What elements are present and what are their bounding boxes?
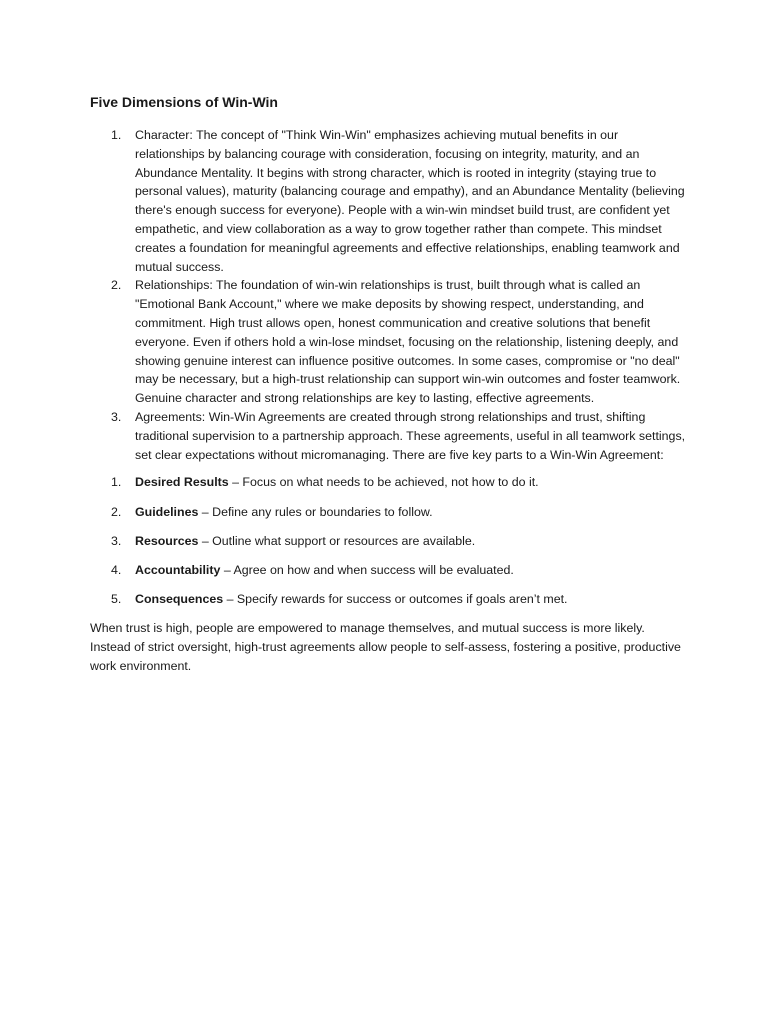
list-number: 4.	[111, 562, 122, 577]
part-description: – Specify rewards for success or outcomes if goals aren’t met.	[223, 592, 568, 607]
part-term: Desired Results	[135, 475, 229, 490]
document-page	[90, 92, 686, 676]
part-term: Resources	[135, 533, 199, 548]
list-item	[90, 276, 686, 408]
list-item	[90, 126, 686, 276]
list-number: 1.	[111, 128, 122, 142]
list-number: 5.	[111, 592, 122, 607]
list-text: Relationships: The foundation of win-win relationships is trust, built through what is called an "Emotional Bank Account," where we make deposits by showing respect, understanding, and commitment. High trust allows open, honest communication and creative solutions that benefit everyone. Even if others hold a win-lose mindset, focusing on the relationship, listening deeply, and showing genuine interest can influence positive outcomes. In some cases, compromise or "no deal" may be necessary, but a high-trust relationship can support win-win outcomes and foster teamwork. Genuine character and strong relationships are key to lasting, effective agreements.	[135, 278, 681, 406]
part-description: – Focus on what needs to be achieved, not how to do it.	[228, 475, 539, 490]
list-number: 3.	[111, 409, 122, 424]
list-item	[90, 408, 686, 464]
part-term: Guidelines	[135, 504, 199, 519]
part-description: – Define any rules or boundaries to follow.	[198, 504, 433, 519]
part-description: – Agree on how and when success will be evaluated.	[220, 562, 514, 577]
part-term: Consequences	[135, 592, 224, 607]
closing-paragraph: When trust is high, people are empowered to manage themselves, and mutual success is more likely. Instead of strict oversight, high-trust agreements allow people to self-assess, fostering a positive, productive work environment.	[90, 621, 681, 673]
list-item	[90, 590, 686, 609]
document-title: Five Dimensions of Win-Win	[90, 94, 278, 110]
dimensions-list	[90, 126, 686, 464]
list-item	[90, 503, 686, 522]
list-item	[90, 532, 686, 551]
list-item	[90, 473, 686, 492]
list-number: 2.	[111, 278, 122, 293]
part-term: Accountability	[135, 562, 221, 577]
list-text: Character: The concept of "Think Win-Win" emphasizes achieving mutual benefits in our relationships by balancing courage with consideration, focusing on integrity, maturity, and an Abundance Mentality. It begins with strong character, which is rooted in integrity (staying true to personal values), maturity (balancing courage and empathy), and an Abundance Mentality (believing there's enough success for everyone). People with a win-win mindset build trust, are confident yet empathetic, and view collaboration as a way to grow together rather than compete. This mindset creates a foundation for meaningful agreements and effective relationships, enabling teamwork and mutual success.	[135, 128, 685, 274]
list-number: 3.	[111, 533, 122, 548]
list-text: Agreements: Win-Win Agreements are created through strong relationships and trust, shifting traditional supervision to a partnership approach. These agreements, useful in all teamwork settings, set clear expectations without micromanaging. There are five key parts to a Win-Win Agreement:	[135, 409, 686, 462]
part-description: – Outline what support or resources are available.	[198, 533, 476, 548]
list-item	[90, 561, 686, 580]
agreement-parts-list	[90, 473, 686, 609]
list-number: 1.	[111, 475, 122, 490]
list-number: 2.	[111, 504, 122, 519]
